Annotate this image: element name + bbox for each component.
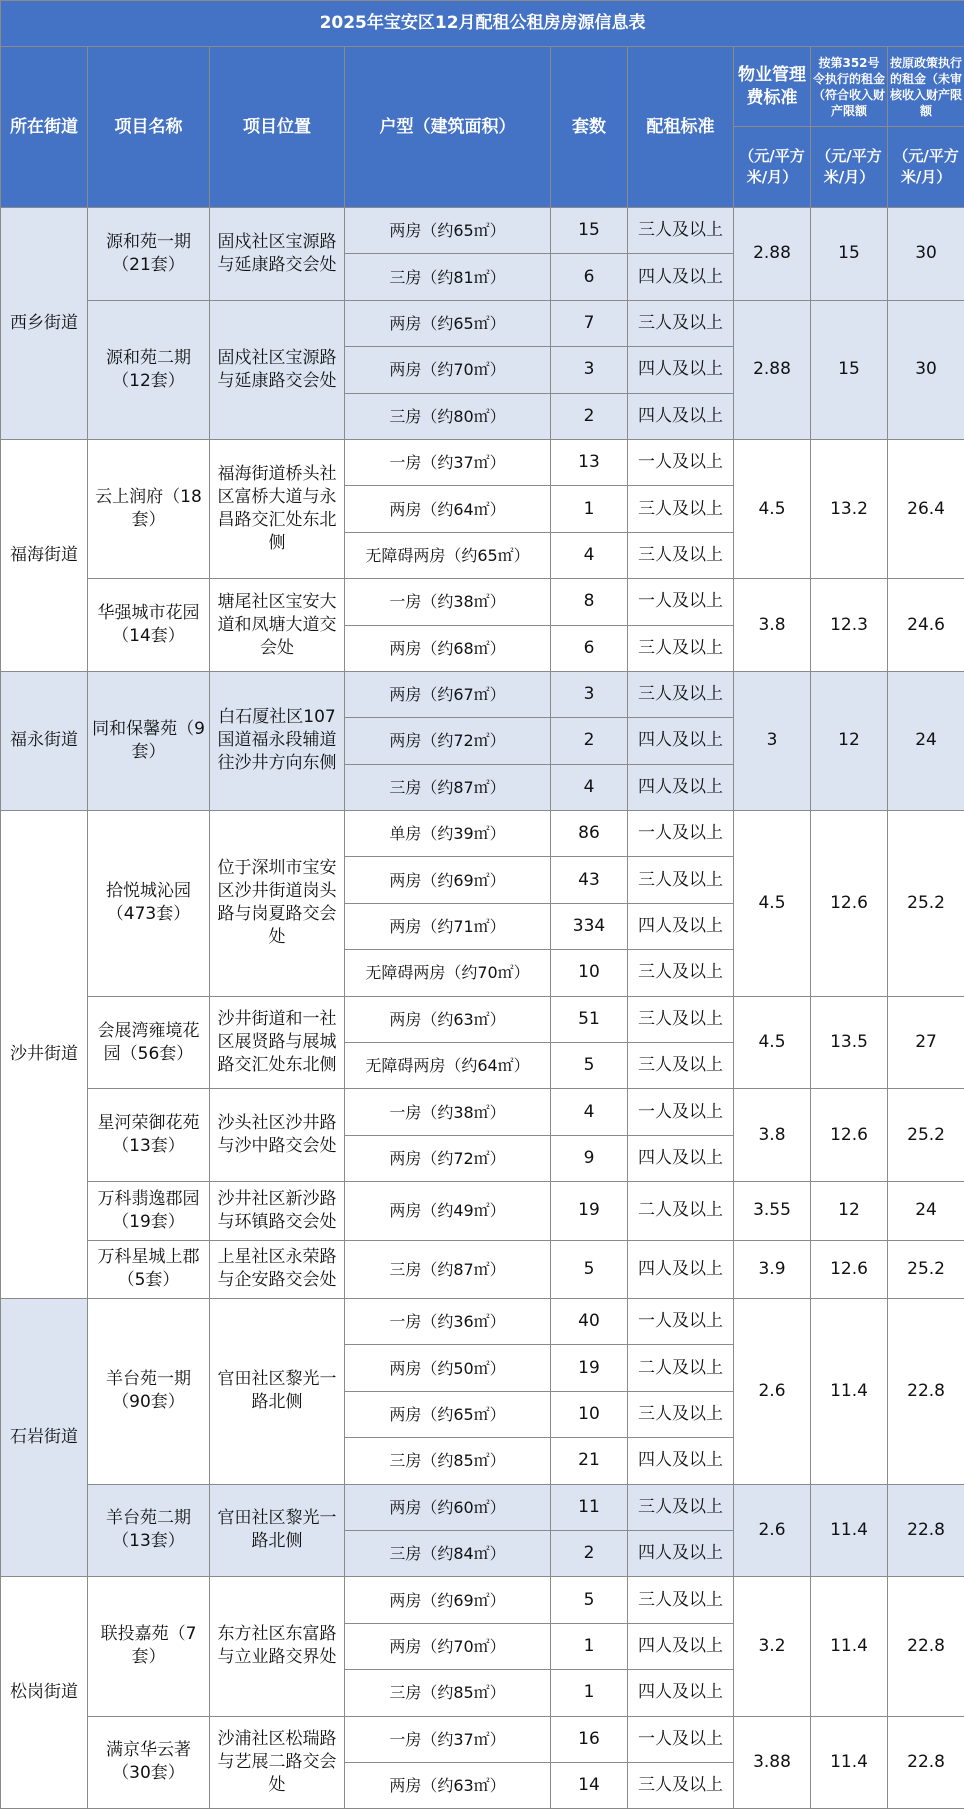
table-title: 2025年宝安区12月配租公租房房源信息表 [1, 1, 964, 47]
header-unit-type: 户型（建筑面积） [345, 47, 551, 208]
unit-type-cell: 两房（约49㎡） [345, 1182, 551, 1240]
rental-standard-cell: 三人及以上 [628, 625, 734, 671]
unit-type-cell: 两房（约70㎡） [345, 347, 551, 393]
project-location-cell: 白石厦社区107国道福永段辅道往沙井方向东侧 [210, 671, 345, 810]
property-fee-cell: 2.6 [734, 1484, 811, 1577]
project-name-cell: 联投嘉苑（7套） [88, 1577, 210, 1716]
rent-352-cell: 15 [811, 208, 888, 301]
rent-352-cell: 12 [811, 671, 888, 810]
unit-type-cell: 三房（约81㎡） [345, 254, 551, 300]
property-fee-cell: 3.8 [734, 579, 811, 672]
header-rent-352: 按第352号令执行的租金（符合收入财产限额 [811, 47, 888, 127]
rental-standard-cell: 一人及以上 [628, 811, 734, 857]
rent-original-cell: 25.2 [888, 811, 964, 997]
table-row [1, 208, 964, 254]
table-row [1, 1240, 964, 1298]
unit-type-cell: 两房（约64㎡） [345, 486, 551, 532]
rent-original-cell: 22.8 [888, 1716, 964, 1809]
project-name-cell: 同和保馨苑（9套） [88, 671, 210, 810]
project-name-cell: 华强城市花园（14套） [88, 579, 210, 672]
unit-type-cell: 一房（约37㎡） [345, 1716, 551, 1762]
unit-type-cell: 两房（约71㎡） [345, 903, 551, 949]
unit-count-cell: 3 [551, 671, 628, 717]
unit-type-cell: 两房（约65㎡） [345, 1391, 551, 1437]
rental-standard-cell: 三人及以上 [628, 671, 734, 717]
rental-standard-cell: 一人及以上 [628, 579, 734, 625]
unit-count-cell: 86 [551, 811, 628, 857]
unit-count-cell: 16 [551, 1716, 628, 1762]
property-fee-cell: 3 [734, 671, 811, 810]
rental-standard-cell: 四人及以上 [628, 1438, 734, 1484]
rent-original-cell: 25.2 [888, 1089, 964, 1182]
unit-count-cell: 10 [551, 1391, 628, 1437]
rental-standard-cell: 四人及以上 [628, 1240, 734, 1298]
rental-standard-cell: 三人及以上 [628, 1391, 734, 1437]
project-location-cell: 沙井社区新沙路与环镇路交会处 [210, 1182, 345, 1240]
rental-standard-cell: 一人及以上 [628, 439, 734, 485]
project-location-cell: 上星社区永荣路与企安路交会处 [210, 1240, 345, 1298]
rental-standard-cell: 三人及以上 [628, 1484, 734, 1530]
rent-original-cell: 22.8 [888, 1298, 964, 1484]
table-row [1, 1577, 964, 1623]
unit-type-cell: 两房（约72㎡） [345, 1135, 551, 1181]
project-name-cell: 云上润府（18套） [88, 439, 210, 578]
rental-standard-cell: 三人及以上 [628, 996, 734, 1042]
unit-count-cell: 6 [551, 254, 628, 300]
unit-type-cell: 三房（约80㎡） [345, 393, 551, 439]
property-fee-cell: 2.6 [734, 1298, 811, 1484]
unit-type-cell: 两房（约72㎡） [345, 718, 551, 764]
unit-count-cell: 2 [551, 718, 628, 764]
rental-standard-cell: 三人及以上 [628, 208, 734, 254]
unit-type-cell: 无障碍两房（约65㎡） [345, 532, 551, 578]
rental-standard-cell: 四人及以上 [628, 903, 734, 949]
project-location-cell: 位于深圳市宝安区沙井街道岗头路与岗夏路交会处 [210, 811, 345, 997]
unit-type-cell: 两房（约50㎡） [345, 1345, 551, 1391]
header-district: 所在街道 [1, 47, 88, 208]
rent-352-cell: 15 [811, 300, 888, 439]
project-name-cell: 万科翡逸郡园（19套） [88, 1182, 210, 1240]
rental-standard-cell: 一人及以上 [628, 1089, 734, 1135]
property-fee-cell: 3.2 [734, 1577, 811, 1716]
table-row [1, 811, 964, 857]
table-row [1, 996, 964, 1042]
rent-original-cell: 27 [888, 996, 964, 1089]
unit-count-cell: 14 [551, 1762, 628, 1808]
project-location-cell: 塘尾社区宝安大道和凤塘大道交会处 [210, 579, 345, 672]
rental-standard-cell: 四人及以上 [628, 718, 734, 764]
table-row [1, 1089, 964, 1135]
unit-type-cell: 两房（约68㎡） [345, 625, 551, 671]
unit-count-cell: 5 [551, 1240, 628, 1298]
unit-type-cell: 无障碍两房（约64㎡） [345, 1043, 551, 1089]
unit-count-cell: 19 [551, 1182, 628, 1240]
district-cell: 西乡街道 [1, 208, 88, 440]
unit-type-cell: 一房（约38㎡） [345, 1089, 551, 1135]
unit-count-cell: 6 [551, 625, 628, 671]
unit-count-cell: 4 [551, 532, 628, 578]
property-fee-cell: 2.88 [734, 300, 811, 439]
table-row [1, 579, 964, 625]
unit-count-cell: 21 [551, 1438, 628, 1484]
rental-standard-cell: 三人及以上 [628, 486, 734, 532]
header-standard: 配租标准 [628, 47, 734, 208]
project-location-cell: 沙浦社区松瑞路与艺展二路交会处 [210, 1716, 345, 1809]
property-fee-cell: 3.8 [734, 1089, 811, 1182]
rent-352-cell: 11.4 [811, 1298, 888, 1484]
district-cell: 福永街道 [1, 671, 88, 810]
rent-original-cell: 24 [888, 1182, 964, 1240]
rental-standard-cell: 三人及以上 [628, 1043, 734, 1089]
rent-352-cell: 11.4 [811, 1484, 888, 1577]
rent-352-cell: 13.5 [811, 996, 888, 1089]
project-location-cell: 福海街道桥头社区富桥大道与永昌路交汇处东北侧 [210, 439, 345, 578]
property-fee-cell: 3.9 [734, 1240, 811, 1298]
unit-type-cell: 无障碍两房（约70㎡） [345, 950, 551, 996]
rental-standard-cell: 四人及以上 [628, 764, 734, 810]
district-cell: 福海街道 [1, 439, 88, 671]
unit-type-cell: 三房（约87㎡） [345, 1240, 551, 1298]
table-row [1, 1484, 964, 1530]
rental-standard-cell: 三人及以上 [628, 857, 734, 903]
rental-standard-cell: 二人及以上 [628, 1182, 734, 1240]
project-location-cell: 沙井街道和一社区展贤路与展城路交汇处东北侧 [210, 996, 345, 1089]
rent-original-cell: 30 [888, 300, 964, 439]
unit-count-cell: 51 [551, 996, 628, 1042]
project-name-cell: 羊台苑一期（90套） [88, 1298, 210, 1484]
header-rent-original: 按原政策执行的租金（未审核收入财产限额 [888, 47, 964, 127]
rent-original-cell: 26.4 [888, 439, 964, 578]
rent-352-cell: 11.4 [811, 1716, 888, 1809]
unit-type-cell: 两房（约69㎡） [345, 857, 551, 903]
unit-type-cell: 两房（约67㎡） [345, 671, 551, 717]
unit-type-cell: 两房（约69㎡） [345, 1577, 551, 1623]
unit-count-cell: 4 [551, 1089, 628, 1135]
unit-count-cell: 1 [551, 1623, 628, 1669]
unit-type-cell: 三房（约84㎡） [345, 1530, 551, 1576]
rent-352-cell: 12.6 [811, 1240, 888, 1298]
unit-type-cell: 两房（约63㎡） [345, 1762, 551, 1808]
table-row [1, 1298, 964, 1344]
unit-count-cell: 5 [551, 1043, 628, 1089]
unit-type-cell: 两房（约65㎡） [345, 300, 551, 346]
unit-count-cell: 3 [551, 347, 628, 393]
rental-standard-cell: 三人及以上 [628, 300, 734, 346]
rent-352-cell: 12.6 [811, 811, 888, 997]
unit-count-cell: 334 [551, 903, 628, 949]
rental-standard-cell: 三人及以上 [628, 1762, 734, 1808]
rental-standard-cell: 四人及以上 [628, 1135, 734, 1181]
property-fee-cell: 3.55 [734, 1182, 811, 1240]
rental-standard-cell: 一人及以上 [628, 1298, 734, 1344]
rent-original-cell: 25.2 [888, 1240, 964, 1298]
unit-type-cell: 一房（约36㎡） [345, 1298, 551, 1344]
unit-count-cell: 10 [551, 950, 628, 996]
unit-count-cell: 9 [551, 1135, 628, 1181]
unit-type-cell: 两房（约63㎡） [345, 996, 551, 1042]
unit-count-cell: 40 [551, 1298, 628, 1344]
unit-count-cell: 19 [551, 1345, 628, 1391]
table-row [1, 300, 964, 346]
rent-352-cell: 13.2 [811, 439, 888, 578]
header-fee: 物业管理费标准 [734, 47, 811, 127]
unit-count-cell: 2 [551, 1530, 628, 1576]
district-cell: 沙井街道 [1, 811, 88, 1299]
header-fee-unit: （元/平方米/月） [734, 127, 811, 208]
unit-count-cell: 13 [551, 439, 628, 485]
project-name-cell: 万科星城上郡（5套） [88, 1240, 210, 1298]
unit-count-cell: 2 [551, 393, 628, 439]
rent-original-cell: 24.6 [888, 579, 964, 672]
rental-standard-cell: 四人及以上 [628, 1530, 734, 1576]
rental-standard-cell: 三人及以上 [628, 1577, 734, 1623]
table-row [1, 1716, 964, 1762]
rental-standard-cell: 四人及以上 [628, 1623, 734, 1669]
rental-standard-cell: 二人及以上 [628, 1345, 734, 1391]
project-name-cell: 会展湾雍境花园（56套） [88, 996, 210, 1089]
rental-standard-cell: 四人及以上 [628, 347, 734, 393]
rental-standard-cell: 四人及以上 [628, 1670, 734, 1716]
rent-original-cell: 24 [888, 671, 964, 810]
unit-type-cell: 一房（约38㎡） [345, 579, 551, 625]
rental-standard-cell: 四人及以上 [628, 393, 734, 439]
header-rent-original-unit: （元/平方米/月） [888, 127, 964, 208]
unit-count-cell: 15 [551, 208, 628, 254]
unit-count-cell: 1 [551, 1670, 628, 1716]
unit-count-cell: 4 [551, 764, 628, 810]
project-location-cell: 官田社区黎光一路北侧 [210, 1484, 345, 1577]
header-project: 项目名称 [88, 47, 210, 208]
project-location-cell: 固戍社区宝源路与延康路交会处 [210, 300, 345, 439]
header-rent-352-unit: （元/平方米/月） [811, 127, 888, 208]
unit-type-cell: 两房（约60㎡） [345, 1484, 551, 1530]
rental-standard-cell: 三人及以上 [628, 532, 734, 578]
property-fee-cell: 4.5 [734, 439, 811, 578]
project-name-cell: 羊台苑二期（13套） [88, 1484, 210, 1577]
table-row [1, 439, 964, 485]
unit-count-cell: 43 [551, 857, 628, 903]
project-name-cell: 源和苑一期（21套） [88, 208, 210, 301]
project-location-cell: 沙头社区沙井路与沙中路交会处 [210, 1089, 345, 1182]
rent-352-cell: 12.6 [811, 1089, 888, 1182]
unit-type-cell: 三房（约85㎡） [345, 1670, 551, 1716]
property-fee-cell: 3.88 [734, 1716, 811, 1809]
unit-count-cell: 8 [551, 579, 628, 625]
project-name-cell: 星河荣御花苑（13套） [88, 1089, 210, 1182]
header-location: 项目位置 [210, 47, 345, 208]
unit-type-cell: 三房（约87㎡） [345, 764, 551, 810]
unit-count-cell: 1 [551, 486, 628, 532]
rent-352-cell: 12.3 [811, 579, 888, 672]
rent-original-cell: 22.8 [888, 1484, 964, 1577]
rental-standard-cell: 一人及以上 [628, 1716, 734, 1762]
district-cell: 松岗街道 [1, 1577, 88, 1809]
rental-standard-cell: 四人及以上 [628, 254, 734, 300]
property-fee-cell: 4.5 [734, 996, 811, 1089]
unit-type-cell: 单房（约39㎡） [345, 811, 551, 857]
unit-type-cell: 一房（约37㎡） [345, 439, 551, 485]
project-location-cell: 东方社区东富路与立业路交界处 [210, 1577, 345, 1716]
unit-type-cell: 三房（约85㎡） [345, 1438, 551, 1484]
project-location-cell: 官田社区黎光一路北侧 [210, 1298, 345, 1484]
unit-count-cell: 5 [551, 1577, 628, 1623]
rent-original-cell: 30 [888, 208, 964, 301]
property-fee-cell: 4.5 [734, 811, 811, 997]
table-row [1, 671, 964, 717]
district-cell: 石岩街道 [1, 1298, 88, 1576]
property-fee-cell: 2.88 [734, 208, 811, 301]
project-location-cell: 固戍社区宝源路与延康路交会处 [210, 208, 345, 301]
project-name-cell: 拾悦城沁园（473套） [88, 811, 210, 997]
unit-type-cell: 两房（约65㎡） [345, 208, 551, 254]
rent-original-cell: 22.8 [888, 1577, 964, 1716]
rent-352-cell: 11.4 [811, 1577, 888, 1716]
project-name-cell: 满京华云著（30套） [88, 1716, 210, 1809]
header-count: 套数 [551, 47, 628, 208]
table-row [1, 1182, 964, 1240]
rent-352-cell: 12 [811, 1182, 888, 1240]
unit-count-cell: 7 [551, 300, 628, 346]
unit-type-cell: 两房（约70㎡） [345, 1623, 551, 1669]
unit-count-cell: 11 [551, 1484, 628, 1530]
project-name-cell: 源和苑二期（12套） [88, 300, 210, 439]
rental-standard-cell: 三人及以上 [628, 950, 734, 996]
